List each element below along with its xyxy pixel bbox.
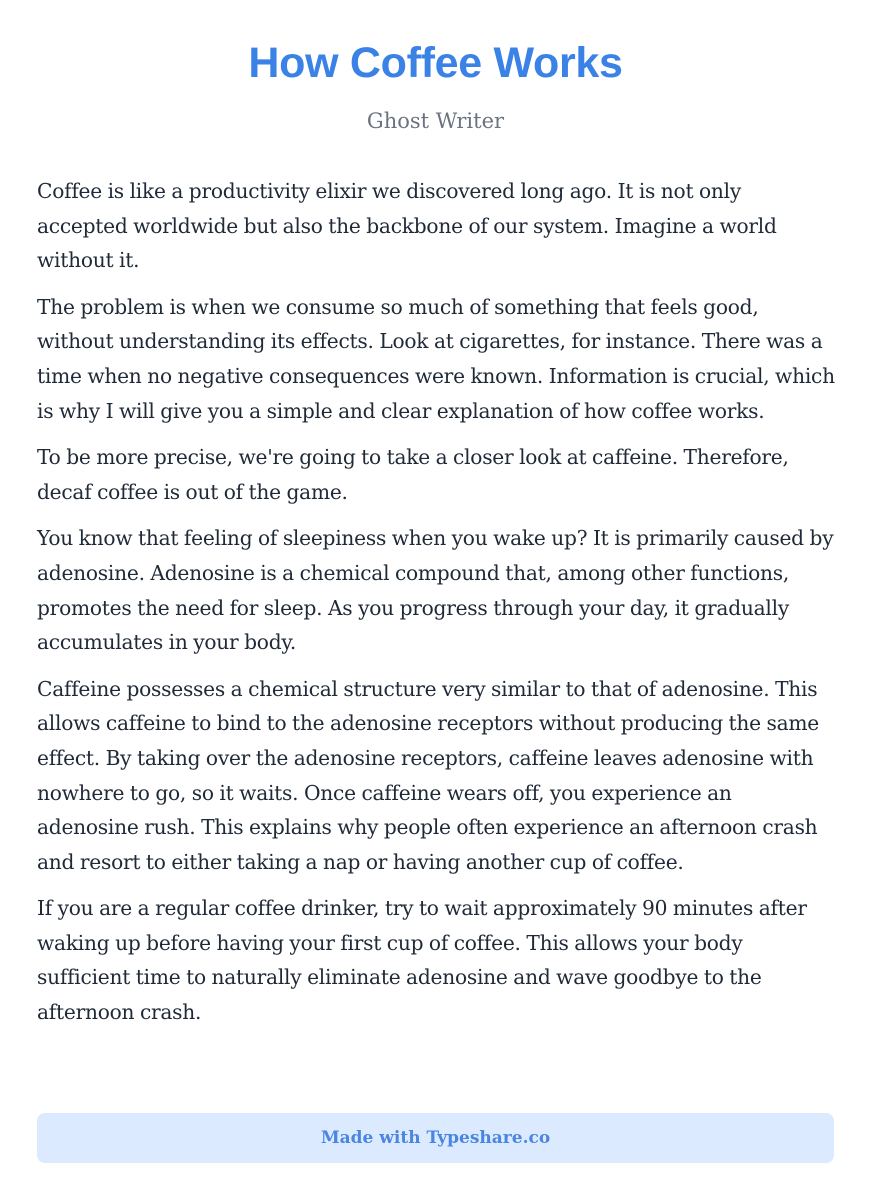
article-title: How Coffee Works: [248, 39, 623, 87]
article-paragraph-2: The problem is when we consume so much of something that feels good, without understanding its effects. Look at cigarettes, for instance. There was a time when no negative consequences were known. Information is crucial, which is why I will give you a simple and clear explanation of how coffee works.: [37, 294, 835, 423]
article-body: [37, 174, 837, 1042]
article-paragraph-5: Caffeine possesses a chemical structure very similar to that of adenosine. This allows caffeine to bind to the adenosine receptors without producing the same effect. By taking over the adenosine receptors, caffeine leaves adenosine with nowhere to go, so it waits. Once caffeine wears off, you experience an adenosine rush. This explains why people often experience an afternoon crash and resort to either taking a nap or having another cup of coffee.: [37, 676, 819, 874]
article-paragraph-1: Coffee is like a productivity elixir we discovered long ago. It is not only accepted worldwide but also the backbone of our system. Imagine a world without it.: [37, 179, 777, 273]
article-paragraph-3: To be more precise, we're going to take a closer look at caffeine. Therefore, decaf coffee is out of the game.: [37, 445, 789, 504]
article-paragraph-6: If you are a regular coffee drinker, try to wait approximately 90 minutes after waking up before having your first cup of coffee. This allows your body sufficient time to naturally eliminate adenosine and wave goodbye to the afternoon crash.: [37, 896, 807, 1025]
typeshare-footer-label[interactable]: Made with Typeshare.co: [320, 1128, 551, 1148]
typeshare-footer-banner[interactable]: [37, 1113, 834, 1163]
article-paragraph-4: You know that feeling of sleepiness when you wake up? It is primarily caused by adenosine. Adenosine is a chemical compound that, among other functions, promotes the need for sleep. As you progress through your day, it gradually accumulates in your body.: [37, 526, 834, 655]
article-author: Ghost Writer: [366, 109, 505, 133]
